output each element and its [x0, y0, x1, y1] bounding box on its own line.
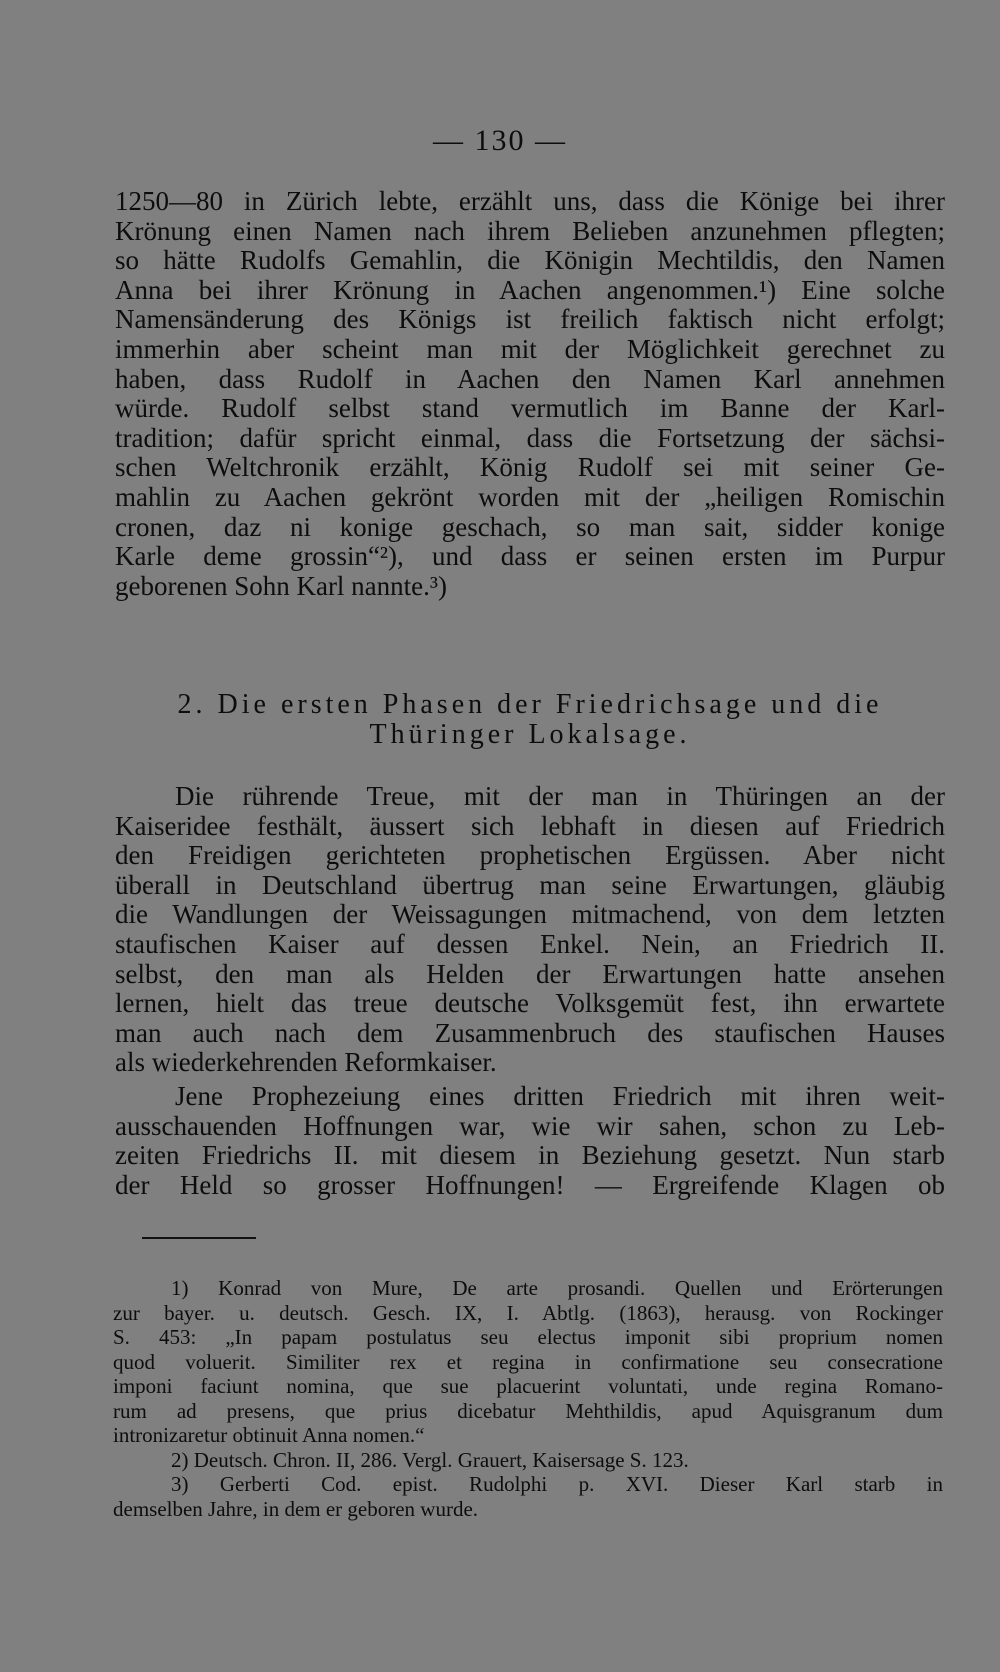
text-line: Jene Prophezeiung eines dritten Friedrich mit ihren weit-: [175, 1081, 945, 1111]
text-line: würde. Rudolf selbst stand vermutlich im Banne der Karl-: [115, 393, 945, 424]
footnote-line: zur bayer. u. deutsch. Gesch. IX, I. Abtlg. (1863), herausg. von Rockinger: [113, 1300, 943, 1325]
text-line: haben, dass Rudolf in Aachen den Namen Karl annehmen: [115, 363, 945, 394]
section-heading: [115, 690, 945, 750]
text-line: Anna bei ihrer Krönung in Aachen angenommen.¹) Eine solche: [115, 274, 945, 305]
footnote-line: quod voluerit. Similiter rex et regina in confirmatione seu consecratione: [113, 1349, 943, 1374]
text-line: immerhin aber scheint man mit der Möglichkeit gerechnet zu: [115, 333, 945, 364]
text-line: Namensänderung des Königs ist freilich faktisch nicht erfolgt;: [115, 304, 945, 335]
text-line: schen Weltchronik erzählt, König Rudolf sei mit seiner Ge-: [115, 452, 945, 483]
text-line: tradition; dafür spricht einmal, dass die Fortsetzung der sächsi-: [115, 422, 945, 453]
footnote-line: intronizaretur obtinuit Anna nomen.“: [113, 1423, 425, 1447]
text-line: der Held so grosser Hoffnungen! — Ergreifende Klagen ob: [115, 1169, 945, 1200]
text-line: so hätte Rudolfs Gemahlin, die Königin Mechtildis, den Namen: [115, 245, 945, 276]
footnote-line: S. 453: „In papam postulatus seu electus imponit sibi proprium nomen: [113, 1325, 943, 1349]
text-line: lernen, hielt das treue deutsche Volksgemüt fest, ihn erwartete: [115, 988, 945, 1019]
section-heading-line: 2. Die ersten Phasen der Friedrichsage und die: [177, 689, 883, 720]
text-line: man auch nach dem Zusammenbruch des staufischen Hauses: [115, 1017, 945, 1048]
text-line: 1250—80 in Zürich lebte, erzählt uns, dass die Könige bei ihrer: [115, 186, 945, 216]
footnote-divider: [142, 1237, 256, 1239]
text-line: staufischen Kaiser auf dessen Enkel. Nein, an Friedrich II.: [115, 928, 945, 959]
text-line: Karle deme grossin“²), und dass er seinen ersten im Purpur: [115, 541, 945, 572]
footnote-line: 1) Konrad von Mure, De arte prosandi. Quellen und Erörterungen: [171, 1276, 943, 1300]
page-number: — 130 —: [433, 124, 567, 157]
text-line: den Freidigen gerichteten prophetischen Ergüssen. Aber nicht: [115, 840, 945, 871]
section-heading-line: Thüringer Lokalsage.: [369, 719, 691, 750]
text-line: überall in Deutschland übertrug man seine Erwartungen, gläubig: [115, 869, 945, 900]
footnote-line: demselben Jahre, in dem er geboren wurde.: [113, 1496, 479, 1521]
footnote-line: rum ad presens, que prius dicebatur Mehthildis, apud Aquisgranum dum: [113, 1398, 943, 1423]
text-line: die Wandlungen der Weissagungen mitmachend, von dem letzten: [115, 899, 945, 930]
text-line: als wiederkehrenden Reformkaiser.: [115, 1047, 497, 1078]
text-line: cronen, daz ni konige geschach, so man sait, sidder konige: [115, 511, 945, 542]
paragraph-2: [115, 1082, 945, 1200]
text-line: zeiten Friedrichs II. mit diesem in Beziehung gesetzt. Nun starb: [115, 1140, 945, 1171]
text-line: Kaiseridee festhält, äussert sich lebhaft in diesen auf Friedrich: [115, 810, 945, 841]
text-line: ausschauenden Hoffnungen war, wie wir sahen, schon zu Leb-: [115, 1110, 945, 1141]
text-line: geborenen Sohn Karl nannte.³): [115, 570, 447, 601]
intro-paragraph: [115, 187, 945, 601]
text-line: Die rührende Treue, mit der man in Thüringen an der: [175, 781, 945, 811]
text-line: selbst, den man als Helden der Erwartungen hatte ansehen: [115, 958, 945, 989]
footnote-line: 2) Deutsch. Chron. II, 286. Vergl. Grauert, Kaisersage S. 123.: [171, 1447, 689, 1472]
paragraph-1: [115, 782, 945, 1078]
text-line: Krönung einen Namen nach ihrem Belieben anzunehmen pflegten;: [115, 215, 945, 246]
footnote-line: imponi faciunt nomina, que sue placuerint voluntati, unde regina Romano-: [113, 1374, 943, 1398]
footnote-line: 3) Gerberti Cod. epist. Rudolphi p. XVI. Dieser Karl starb in: [171, 1472, 943, 1496]
text-line: mahlin zu Aachen gekrönt worden mit der „heiligen Romischin: [115, 481, 945, 512]
footnotes: [113, 1276, 943, 1521]
